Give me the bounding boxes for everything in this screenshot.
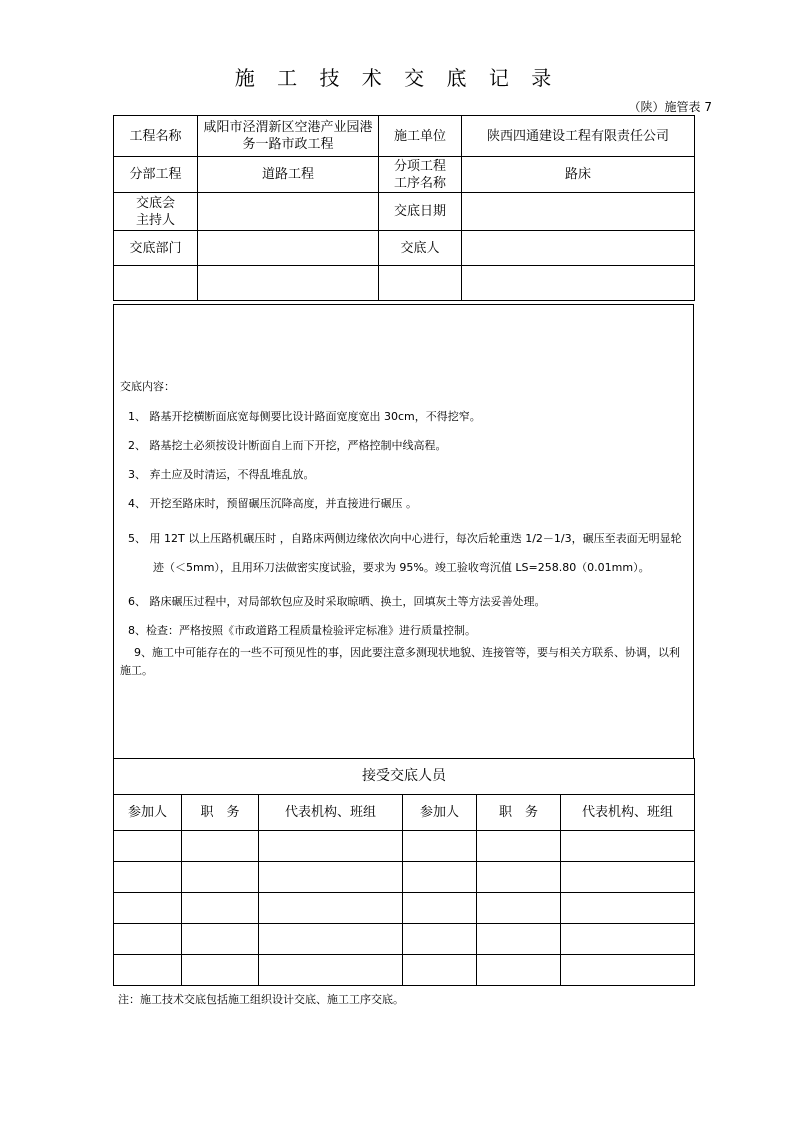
content-item: 3、 弃土应及时清运，不得乱堆乱放。 [128, 467, 315, 481]
content-item: 6、 路床碾压过程中，对局部软包应及时采取晾晒、换土，回填灰土等方法妥善处理。 [128, 594, 546, 608]
staff-cell[interactable] [259, 862, 403, 893]
date-label: 交底日期 [379, 193, 462, 231]
staff-cell[interactable] [561, 955, 695, 986]
content-heading: 交底内容： [120, 379, 175, 393]
staff-cell[interactable] [114, 893, 182, 924]
sub-item-label: 分项工程工序名称 [379, 157, 462, 193]
content-table [113, 304, 694, 759]
position-header: 职 务 [477, 795, 561, 831]
staff-cell[interactable] [182, 893, 259, 924]
content-cell [114, 305, 694, 759]
staff-cell[interactable] [259, 893, 403, 924]
staff-cell[interactable] [477, 955, 561, 986]
staff-cell[interactable] [114, 831, 182, 862]
staff-cell[interactable] [182, 862, 259, 893]
dept-label: 交底部门 [114, 231, 198, 266]
content-item: 8、检查：严格按照《市政道路工程质量检验评定标准》进行质量控制。 [128, 623, 476, 637]
sub-item-value: 路床 [462, 157, 695, 193]
form-number: （陕）施管表 7 [628, 100, 712, 114]
staff-cell[interactable] [403, 924, 477, 955]
document-title: 施 工 技 术 交 底 记 录 [234, 66, 560, 90]
staff-row [114, 955, 695, 986]
org-team-header: 代表机构、班组 [561, 795, 695, 831]
empty-cell [379, 266, 462, 301]
footer-note: 注：施工技术交底包括施工组织设计交底、施工工序交底。 [118, 993, 404, 1006]
staff-table [113, 758, 695, 986]
content-item: 2、 路基挖土必须按设计断面自上而下开挖，严格控制中线高程。 [128, 438, 447, 452]
org-team-header: 代表机构、班组 [259, 795, 403, 831]
staff-cell[interactable] [403, 893, 477, 924]
staff-cell[interactable] [403, 955, 477, 986]
sub-project-value: 道路工程 [198, 157, 379, 193]
participant-header: 参加人 [114, 795, 182, 831]
staff-cell[interactable] [477, 924, 561, 955]
staff-cell[interactable] [182, 955, 259, 986]
person-value[interactable] [462, 231, 695, 266]
sub-project-label: 分部工程 [114, 157, 198, 193]
staff-row [114, 924, 695, 955]
staff-row [114, 831, 695, 862]
host-label: 交底会主持人 [114, 193, 198, 231]
staff-row [114, 893, 695, 924]
staff-cell[interactable] [561, 862, 695, 893]
date-value[interactable] [462, 193, 695, 231]
staff-title: 接受交底人员 [114, 759, 695, 795]
staff-cell[interactable] [403, 831, 477, 862]
project-name-value: 咸阳市泾渭新区空港产业园港务一路市政工程 [198, 116, 379, 157]
staff-cell[interactable] [114, 955, 182, 986]
staff-cell[interactable] [182, 924, 259, 955]
staff-cell[interactable] [561, 831, 695, 862]
empty-cell [462, 266, 695, 301]
content-item: 4、 开挖至路床时，预留碾压沉降高度，并直接进行碾压 。 [128, 496, 417, 510]
content-item: 1、 路基开挖横断面底宽每侧要比设计路面宽度宽出 30cm，不得挖窄。 [128, 409, 481, 423]
staff-cell[interactable] [114, 924, 182, 955]
empty-cell [114, 266, 198, 301]
staff-cell[interactable] [403, 862, 477, 893]
construction-unit-label: 施工单位 [379, 116, 462, 157]
dept-value[interactable] [198, 231, 379, 266]
content-item: 9、施工中可能存在的一些不可预见性的事，因此要注意多测现状地貌、连接管等，要与相关方联系、协调，以利施工。 [120, 645, 680, 677]
staff-cell[interactable] [561, 893, 695, 924]
staff-cell[interactable] [477, 862, 561, 893]
construction-unit-value: 陕西四通建设工程有限责任公司 [462, 116, 695, 157]
staff-cell[interactable] [259, 955, 403, 986]
staff-cell[interactable] [561, 924, 695, 955]
info-table [113, 115, 695, 301]
staff-cell[interactable] [114, 862, 182, 893]
content-item: 5、 用 12T 以上压路机碾压时 ，自路床两侧边缘依次向中心进行，每次后轮重迭 1/2－1/3，碾压至表面无明显轮迹（＜5mm），且用环刀法做密实度试验，要求为 95%。竣工验收弯沉值 LS=258.80（0.01mm）。 [128, 531, 682, 574]
staff-cell[interactable] [259, 831, 403, 862]
staff-cell[interactable] [182, 831, 259, 862]
participant-header: 参加人 [403, 795, 477, 831]
staff-row [114, 862, 695, 893]
staff-cell[interactable] [259, 924, 403, 955]
staff-cell[interactable] [477, 831, 561, 862]
host-value[interactable] [198, 193, 379, 231]
empty-cell [198, 266, 379, 301]
person-label: 交底人 [379, 231, 462, 266]
project-name-label: 工程名称 [114, 116, 198, 157]
staff-cell[interactable] [477, 893, 561, 924]
position-header: 职 务 [182, 795, 259, 831]
